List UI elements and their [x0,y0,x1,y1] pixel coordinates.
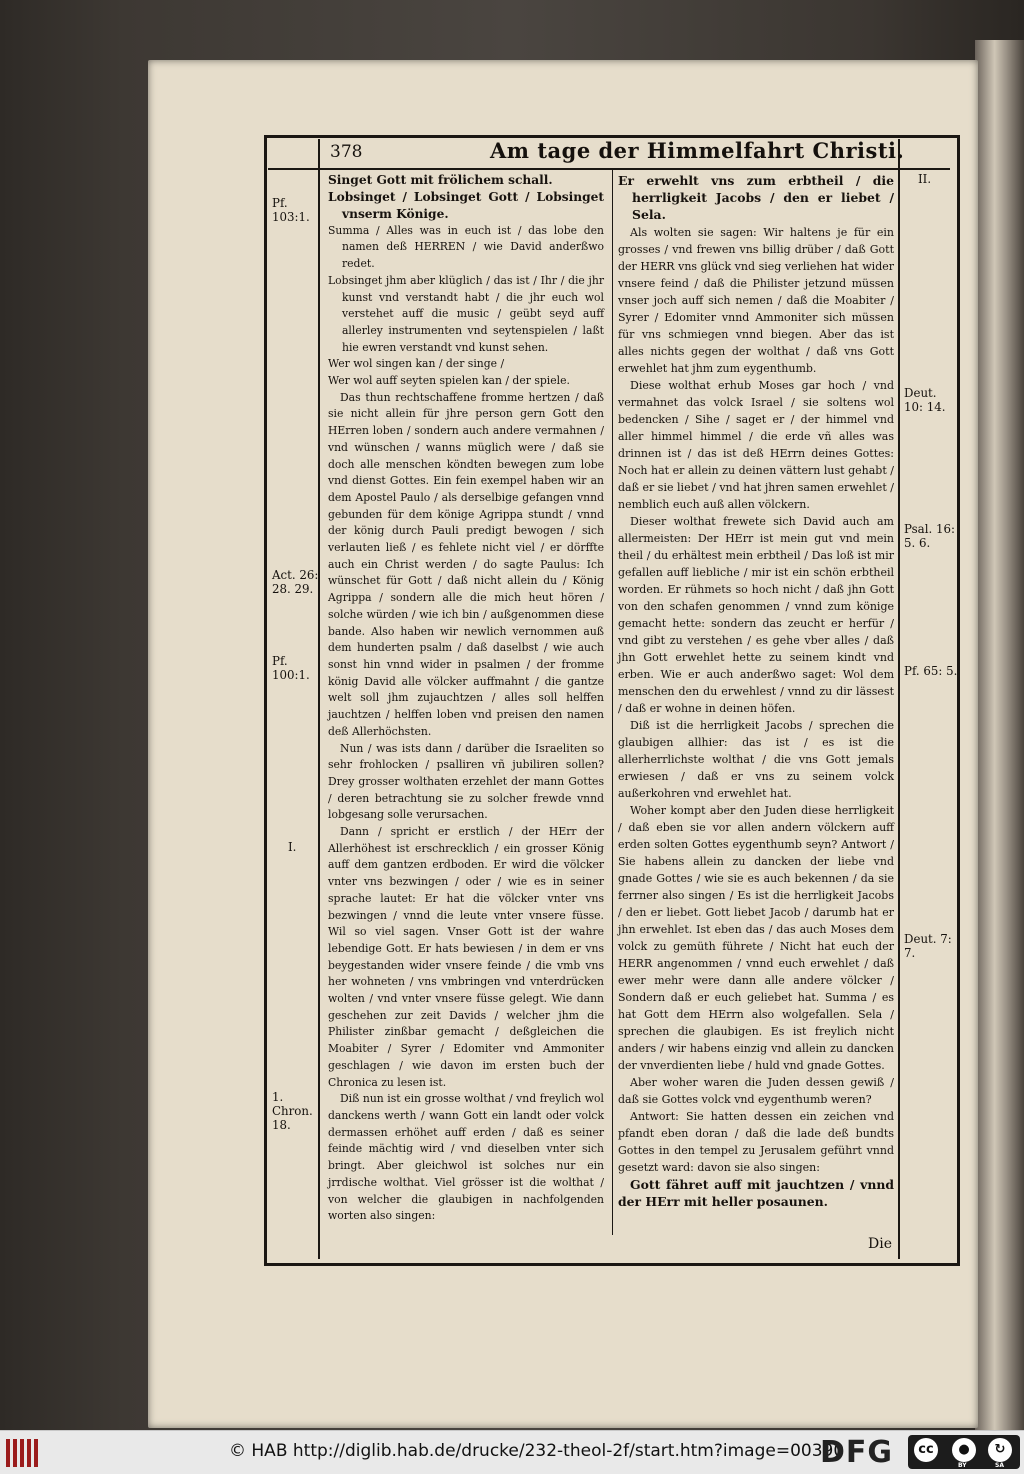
paragraph: Lobsinget / Lobsinget Gott / Lobsinget vnserm Könige. [328,189,604,221]
cc-license-badge[interactable] [908,1435,1020,1469]
viewer-footer [0,1430,1024,1474]
paragraph: Diese wolthat erhub Moses gar hoch / vnd vermahnet das volck Israel / sie soltens wol bedencken / Sihe / saget er / der himmel vnd aller himmel himmel / die erde vñ alles was drinnen ist / das ist deß HErrn deines Gottes: Noch hat er allein zu deinen vättern lust gehabt / daß er sie liebet / vnd hat jhren samen erwehlet / nemblich euch auß allen völckern. [618,378,894,511]
column-divider [612,170,613,1235]
margin-note: Pf. 65: 5. [904,664,958,678]
by-icon: ● [952,1438,976,1462]
margin-note: Pf. 100:1. [272,654,310,682]
paragraph: Wer wol auff seyten spielen kan / der spiele. [328,374,570,388]
paragraph: Als wolten sie sagen: Wir haltens je für ein grosses / vnd frewen vns billig drüber / daß Gott der HERR vns glück vnd sieg verliehen hat wider vnsere feind / daß die Philister jetzund müssen vnser joch auff sich nemen / daß die Moabiter / Syrer / Edomiter vnnd Ammoniter sich müssen für vns schmiegen vnnd biegen. Aber das ist alles nichts gegen der wolthat / daß vns Gott erwehlet hat jhm zum eygenthumb. [618,225,894,375]
copyright-link[interactable]: © HAB http://diglib.hab.de/drucke/232-theol-2f/start.htm?image=00390 [229,1441,845,1461]
paragraph: Wer wol singen kan / der singe / [328,357,505,371]
paragraph: Dann / spricht er erstlich / der HErr der Allerhöhest ist erschrecklich / ein grosser König auff dem gantzen erdboden. Er wird die völcker vnter vns bezwingen / oder / wie es in seiner sprache lautet: Er hat die völcker vnter vns bezwingen / vnnd die leute vnter vnsere füsse. Wil so viel sagen. Vnser Gott ist der wahre lebendige Gott. Er hats bewiesen / in dem er vns beygestanden wider vnsere feinde / die vmb vns her wohneten / vns vmbringen vnd vnterdrücken wolten / vnd vnter vnsere füsse gelegt. Wie dann geschehen zur zeit Davids / welcher jhm die Philister zinßbar gemacht / deßgleichen die Moabiter / Syrer / Edomiter vnd Ammoniter geschlagen / wie davon im ersten buch der Chronica zu lesen ist. [328,825,604,1089]
paragraph: Dieser wolthat frewete sich David auch am allermeisten: Der HErr ist mein gut vnd mein theil / du erhältest mein erbtheil / Das loß ist mir gefallen auff liebliche / mir ist ein schön erbtheil worden. Er rühmets so hoch nicht / daß jhn Gott von den schafen genommen / vnnd zum könige gemacht hette: sondern das zeucht er herfür / vnd gibt zu verstehen / es gehe vber alles / daß jhn Gott erwehlet hette zu seinem kindt vnd erben. Wie er auch anderßwo saget: Wol dem menschen den du erwehlest / vnnd zu dir lässest / daß er wohne in deinen höfen. [618,514,894,715]
margin-note: 1. Chron. 18. [272,1090,313,1132]
margin-note: Deut. 10: 14. [904,386,946,414]
running-title: Am tage der Himmelfahrt Christi. [490,138,905,163]
paragraph: Antwort: Sie hatten dessen ein zeichen vnd pfandt eben doran / daß die lade deß bundts Gottes in den tempel zu Jerusalem geführt vnnd gesetzt ward: davon sie also singen: [618,1109,894,1174]
paragraph: Singet Gott mit frölichem schall. [328,173,553,187]
margin-rule-right [898,139,900,1259]
page-number: 378 [330,142,363,162]
paragraph: Er erwehlt vns zum erbtheil / die herrligkeit Jacobs / den er liebet / Sela. [618,173,894,223]
paragraph: Woher kompt aber den Juden diese herrligkeit / daß eben sie vor allen andern völckern auff erden solten Gottes eygenthumb seyn? Antwort / Sie habens allein zu dancken der liebe vnd gnade Gottes / wie sie es auch bekennen / da sie ferrner also singen / Es ist die herrligkeit Jacobs / den er liebet. Gott liebet Jacob / darumb hat er jhn erwehlet. Ist eben das / das auch Moses dem volck zu gemüth führete / Nicht hat euch der HERR angenommen / vnnd euch erwehlet / daß ewer mehr were dann alle andere völcker / Sondern daß er euch geliebet hat. Summa / es hat Gott dem HErrn also wolgefallen. Sela / sprechen die glaubigen. Es ist freylich nicht anders / wir habens einzig vnd allein zu dancken der vnverdienten liebe / huld vnd gnade Gottes. [618,803,894,1072]
margin-note: Pf. 103:1. [272,196,310,224]
catchword: Die [868,1236,892,1252]
sa-icon: ↻ [988,1438,1012,1462]
right-text-column [618,172,894,1210]
paragraph: Summa / Alles was in euch ist / das lobe den namen deß HERREN / wie David anderßwo redet. [328,223,604,271]
margin-note: Act. 26: 28. 29. [272,568,319,596]
paragraph: Gott fähret auff mit jauchtzen / vnnd der HErr mit heller posaunen. [618,1176,894,1209]
margin-note: II. [918,172,932,186]
book-spine [975,40,1024,1430]
cc-icon: cc [914,1438,938,1462]
margin-note: I. [288,840,297,854]
paragraph: Diß ist die herrligkeit Jacobs / sprechen die glaubigen allhier: das ist / es ist die allerherrlichste wolthat / die vns Gott jemals erwiesen / daß er vns zu seinem volck außerkohren vnd erwehlet hat. [618,718,894,800]
page-header [270,138,950,168]
sa-label: SA [995,1462,1004,1469]
margin-note: Deut. 7: 7. [904,932,952,960]
left-text-column [328,172,604,1225]
paragraph: Das thun rechtschaffene fromme hertzen / daß sie nicht allein für jhre person gern Gott den HErren loben / sondern auch andere vermahnen / vnd wünschen / wanns müglich were / daß sie doch alle menschen köndten bewegen zum lobe vnd dienst Gottes. Ein fein exempel haben wir an dem Apostel Paulo / als derselbige gefangen vnnd gebunden für dem könige Agrippa stundt / vnnd der könig durch Pauli predigt bewogen / sich verlauten ließ / es fehlete nicht viel / er dörffte auch ein Christ werden / do sagte Paulus: Ich wünschet für Gott / daß nicht allein du / König Agrippa / sondern alle die mich heut hören / solche würden / wie ich bin / außgenommen diese bande. Also haben wir newlich vernommen auß dem hunderten psalm / daß daselbst / wie auch sonst hin vnnd wider in psalmen / der fromme könig David alle völcker auffmahnt / die gantze welt soll jhm zujauchtzen / alles soll helffen jauchtzen / helffen loben vnd preisen den namen deß Allerhöchsten. [328,390,604,738]
hab-logo-icon [6,1439,40,1467]
margin-note: Psal. 16: 5. 6. [904,522,955,550]
paragraph: Nun / was ists dann / darüber die Israeliten so sehr frohlocken / psalliren vñ jubiliren sollen? Drey grosser wolthaten erzehlet der mann Gottes / deren betrachtung sie zu solcher frewde vnnd lobgesang solle verursachen. [328,741,604,822]
paragraph: Aber woher waren die Juden dessen gewiß / daß sie Gottes volck vnd eygenthumb weren? [618,1075,894,1106]
by-label: BY [958,1462,967,1469]
paragraph: Diß nun ist ein grosse wolthat / vnd freylich wol danckens werth / wann Gott ein landt oder volck dermassen erhöhet auff erden / daß es seiner feinde mächtig wird / vnd dieselben vnter sich bringt. Aber gleichwol ist solches nur ein jrrdische wolthat. Viel grösser ist die wolthat / von welcher die glaubigen in nachfolgenden worten also singen: [328,1092,604,1223]
paragraph: Lobsinget jhm aber klüglich / das ist / Ihr / die jhr kunst vnd verstandt habt / die jhr euch wol verstehet auff die music / geübt seyd auff allerley instrumenten vnd seytenspielen / laßt hie ewren verstandt vnd kunst sehen. [328,273,604,354]
dfg-logo: DFG [820,1435,894,1470]
margin-rule-left [318,139,320,1259]
